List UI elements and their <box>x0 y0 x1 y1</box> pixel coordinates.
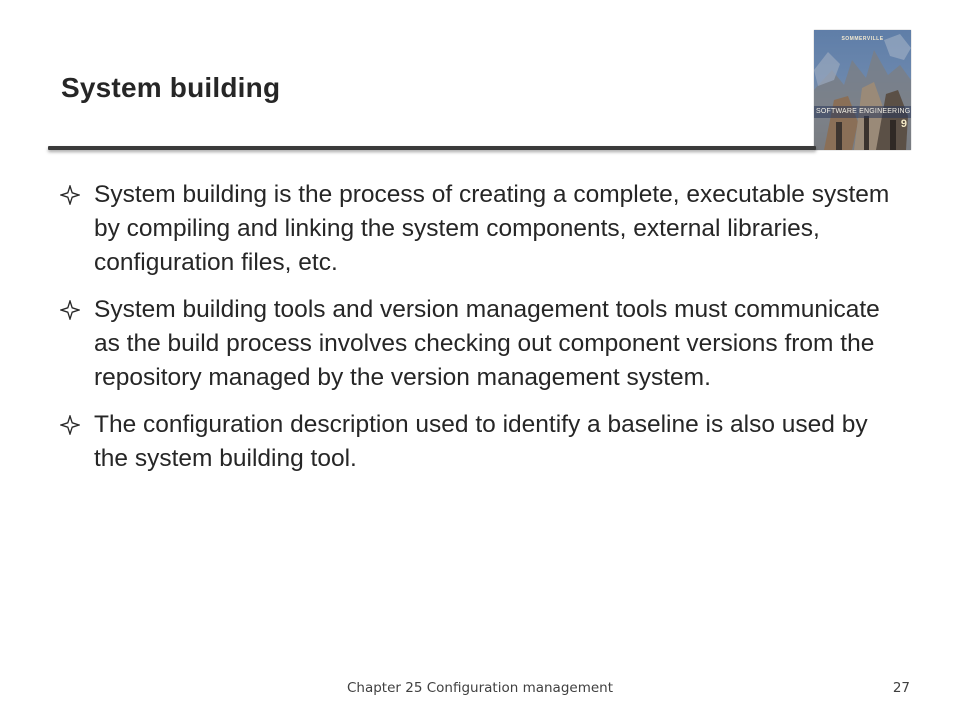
book-cover-edition: 9 <box>900 118 907 130</box>
book-cover-title: SOFTWARE ENGINEERING <box>816 108 911 115</box>
bullet-item <box>60 178 890 280</box>
page-number: 27 <box>892 680 910 696</box>
bullet-item <box>60 293 890 395</box>
four-pointed-star-icon <box>60 293 86 327</box>
four-pointed-star-icon <box>60 178 86 212</box>
cover-artwork <box>814 30 911 150</box>
title-underline <box>48 146 816 150</box>
slide-title: System building <box>61 72 281 103</box>
book-cover-image <box>814 30 911 150</box>
slide-footer: Chapter 25 Configuration management <box>346 680 613 696</box>
four-pointed-star-icon <box>60 408 86 442</box>
book-cover-author: SOMMERVILLE <box>841 36 884 42</box>
bullet-list <box>60 178 890 489</box>
bullet-text: System building tools and version management tools must communicate as the build process involves checking out component versions from the repository managed by the version management system. <box>94 296 880 391</box>
bullet-text: The configuration description used to identify a baseline is also used by the system building tool. <box>94 411 868 472</box>
bullet-text: System building is the process of creating a complete, executable system by compiling and linking the system components, external libraries, configuration files, etc. <box>94 181 890 276</box>
bullet-item <box>60 408 890 476</box>
